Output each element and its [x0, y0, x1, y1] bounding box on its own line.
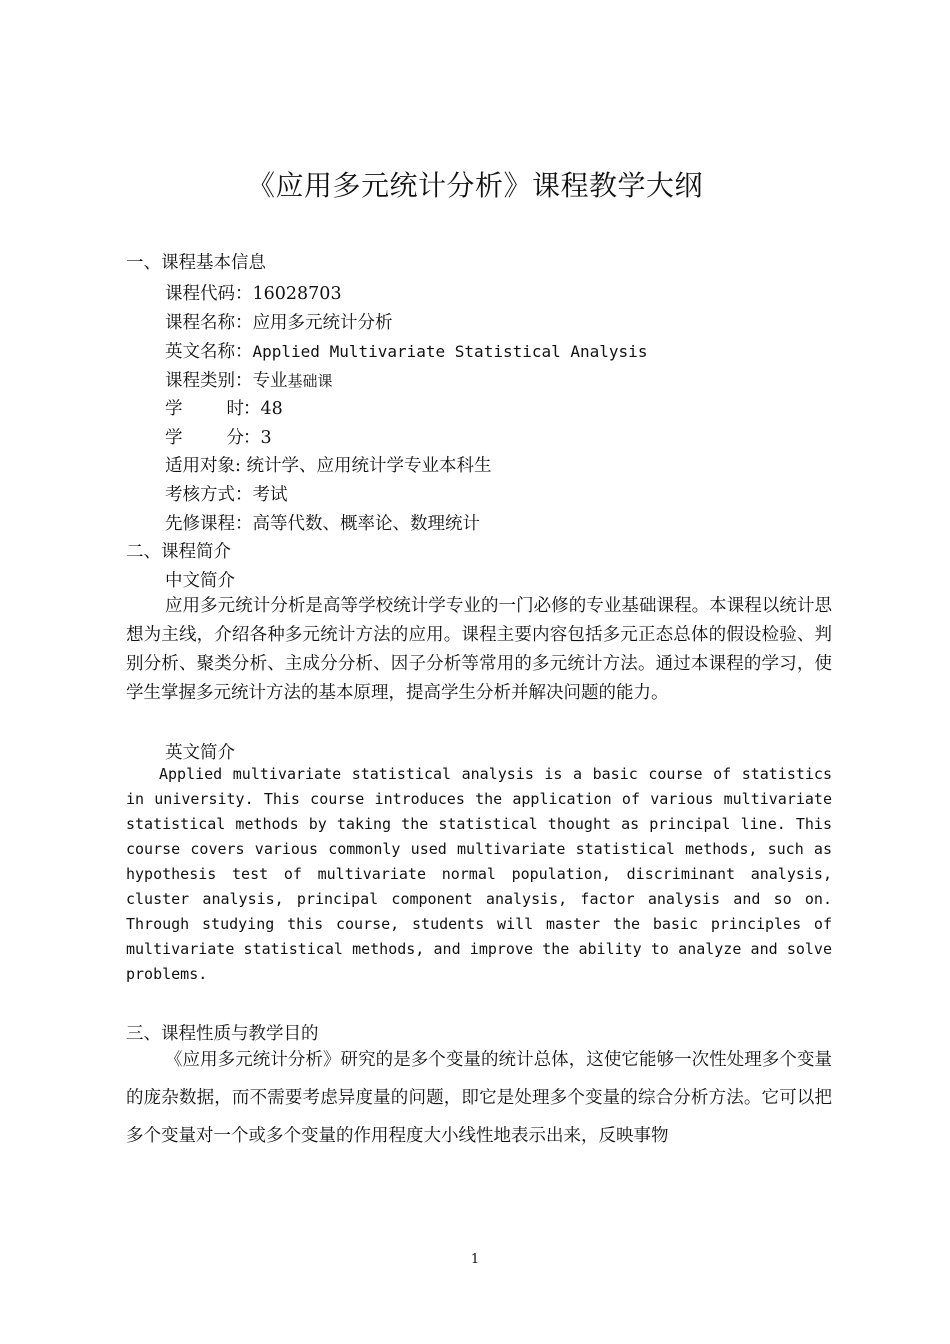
target-students-value: 统计学、应用统计学专业本科生	[246, 456, 492, 476]
chinese-intro-paragraph: 应用多元统计分析是高等学校统计学专业的一门必修的专业基础课程。本课程以统计思想为主线，介绍各种多元统计方法的应用。课程主要内容包括多元正态总体的假设检验、判别分析、聚类分析、主成分分析、因子分析等常用的多元统计方法。通过本课程的学习，使学生掌握多元统计方法的基本原理，提高学生分析并解决问题的能力。	[126, 596, 832, 703]
course-category-label: 课程类别：	[165, 371, 253, 391]
course-credits-label: 学 分	[165, 428, 244, 448]
target-students-row	[165, 452, 491, 477]
course-name-label: 课程名称：	[165, 313, 253, 333]
course-hours-value: 48	[260, 399, 283, 419]
course-credits-value: 3	[260, 428, 272, 448]
prerequisites-value: 高等代数、概率论、数理统计	[252, 514, 480, 534]
course-code-row	[165, 280, 342, 305]
course-code-label: 课程代码：	[165, 284, 253, 304]
assessment-label: 考核方式：	[165, 485, 253, 505]
course-name-row	[165, 309, 393, 334]
english-name-label: 英文名称：	[165, 342, 253, 362]
section-heading-nature-purpose: 三、课程性质与教学目的	[126, 1024, 319, 1044]
assessment-row	[165, 481, 288, 506]
document-title: 《应用多元统计分析》课程教学大纲	[246, 169, 703, 202]
target-students-label: 适用对象:	[165, 456, 241, 476]
course-name-value: 应用多元统计分析	[252, 313, 393, 333]
course-hours-label: 学 时	[165, 399, 244, 419]
section-heading-introduction: 二、课程简介	[126, 542, 231, 562]
course-category-value-small: 基础课	[287, 372, 333, 390]
nature-purpose-paragraph: 《应用多元统计分析》研究的是多个变量的统计总体，这使它能够一次性处理多个变量的庞杂数据，而不需要考虑异度量的问题，即它是处理多个变量的综合分析方法。它可以把多个变量对一个或多个变量的作用程度大小线性地表示出来，反映事物	[126, 1050, 832, 1146]
english-name-value: Applied Multivariate Statistical Analysis	[252, 342, 648, 361]
course-category-value: 专业	[252, 371, 288, 391]
course-category-row	[165, 367, 333, 392]
chinese-intro-heading: 中文简介	[165, 571, 235, 591]
section-heading-basic-info: 一、课程基本信息	[126, 253, 266, 273]
english-intro-heading: 英文简介	[165, 743, 235, 763]
prerequisites-row	[165, 510, 480, 535]
english-name-row	[165, 338, 647, 363]
assessment-value: 考试	[252, 485, 288, 505]
course-hours-row: 学 时：48	[165, 395, 283, 420]
course-credits-row: 学 分：3	[165, 424, 272, 449]
page-number: 1	[470, 1252, 480, 1267]
course-code-value: 16028703	[252, 284, 342, 304]
english-intro-paragraph: Applied multivariate statistical analysis is a basic course of statistics in university. This course introduces the application of various multivariate statistical methods by taking the statistical thought as principal line. This course covers various commonly used multivariate statistical methods, such as hypothesis test of multivariate normal population, discriminant analysis, cluster analysis, principal component analysis, factor analysis and so on. Through studying this course, students will master the basic principles of multivariate statistical methods, and improve the ability to analyze and solve problems.	[126, 765, 832, 983]
prerequisites-label: 先修课程：	[165, 514, 253, 534]
